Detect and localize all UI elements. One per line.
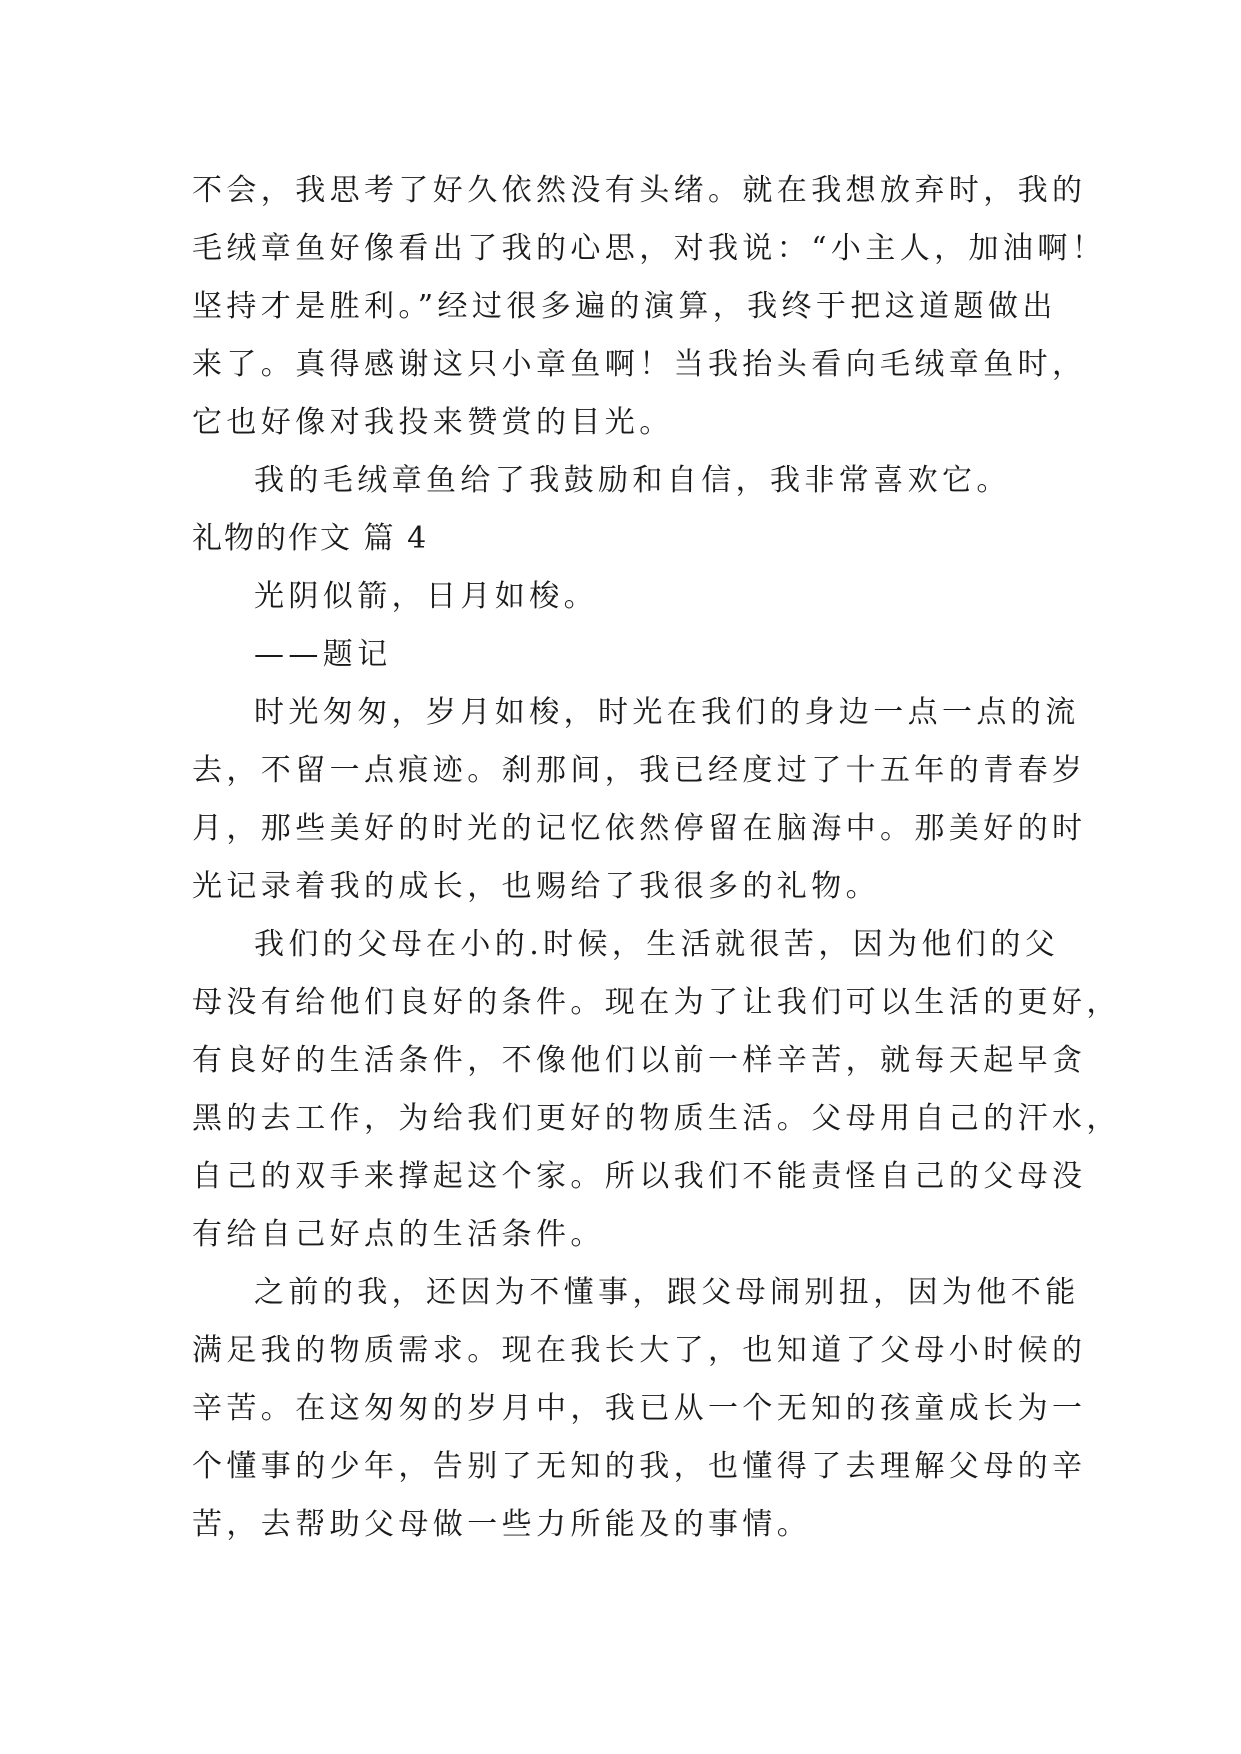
text-line: 自己的双手来撑起这个家。所以我们不能责怪自己的父母没 bbox=[192, 1159, 1087, 1194]
text-line: 黑的去工作，为给我们更好的物质生活。父母用自己的汗水， bbox=[192, 1101, 1121, 1136]
text-line: 毛绒章鱼好像看出了我的心思，对我说：“小主人，加油啊！ bbox=[192, 231, 1107, 266]
paragraph-first-line: 时光匆匆，岁月如梭，时光在我们的身边一点一点的流 bbox=[254, 695, 1080, 730]
epigraph-attribution: ——题记 bbox=[254, 637, 392, 672]
section-heading: 礼物的作文 篇 4 bbox=[192, 521, 429, 556]
text-line: 辛苦。在这匆匆的岁月中，我已从一个无知的孩童成长为一 bbox=[192, 1391, 1087, 1426]
text-line: 月，那些美好的时光的记忆依然停留在脑海中。那美好的时 bbox=[192, 811, 1087, 846]
text-line: 它也好像对我投来赞赏的目光。 bbox=[192, 405, 674, 440]
document-page bbox=[192, 162, 1121, 1554]
text-line: 个懂事的少年，告别了无知的我，也懂得了去理解父母的辛 bbox=[192, 1449, 1087, 1484]
text-line: 坚持才是胜利。”经过很多遍的演算，我终于把这道题做出 bbox=[192, 289, 1057, 324]
text-line: 光记录着我的成长，也赐给了我很多的礼物。 bbox=[192, 869, 880, 904]
paragraph-first-line: 我们的父母在小的.时候，生活就很苦，因为他们的父 bbox=[254, 927, 1060, 962]
paragraph-first-line: 我的毛绒章鱼给了我鼓励和自信，我非常喜欢它。 bbox=[254, 463, 1011, 498]
text-line: 来了。真得感谢这只小章鱼啊！当我抬头看向毛绒章鱼时， bbox=[192, 347, 1087, 382]
text-line: 苦，去帮助父母做一些力所能及的事情。 bbox=[192, 1507, 812, 1542]
text-line: 满足我的物质需求。现在我长大了，也知道了父母小时候的 bbox=[192, 1333, 1087, 1368]
text-line: 有给自己好点的生活条件。 bbox=[192, 1217, 605, 1252]
text-line: 去，不留一点痕迹。刹那间，我已经度过了十五年的青春岁 bbox=[192, 753, 1087, 788]
text-line: 有良好的生活条件，不像他们以前一样辛苦，就每天起早贪 bbox=[192, 1043, 1087, 1078]
text-line: 不会，我思考了好久依然没有头绪。就在我想放弃时，我的 bbox=[192, 173, 1087, 208]
paragraph-first-line: 之前的我，还因为不懂事，跟父母闹别扭，因为他不能 bbox=[254, 1275, 1080, 1310]
text-line: 母没有给他们良好的条件。现在为了让我们可以生活的更好， bbox=[192, 985, 1121, 1020]
epigraph-line: 光阴似箭，日月如梭。 bbox=[254, 579, 598, 614]
